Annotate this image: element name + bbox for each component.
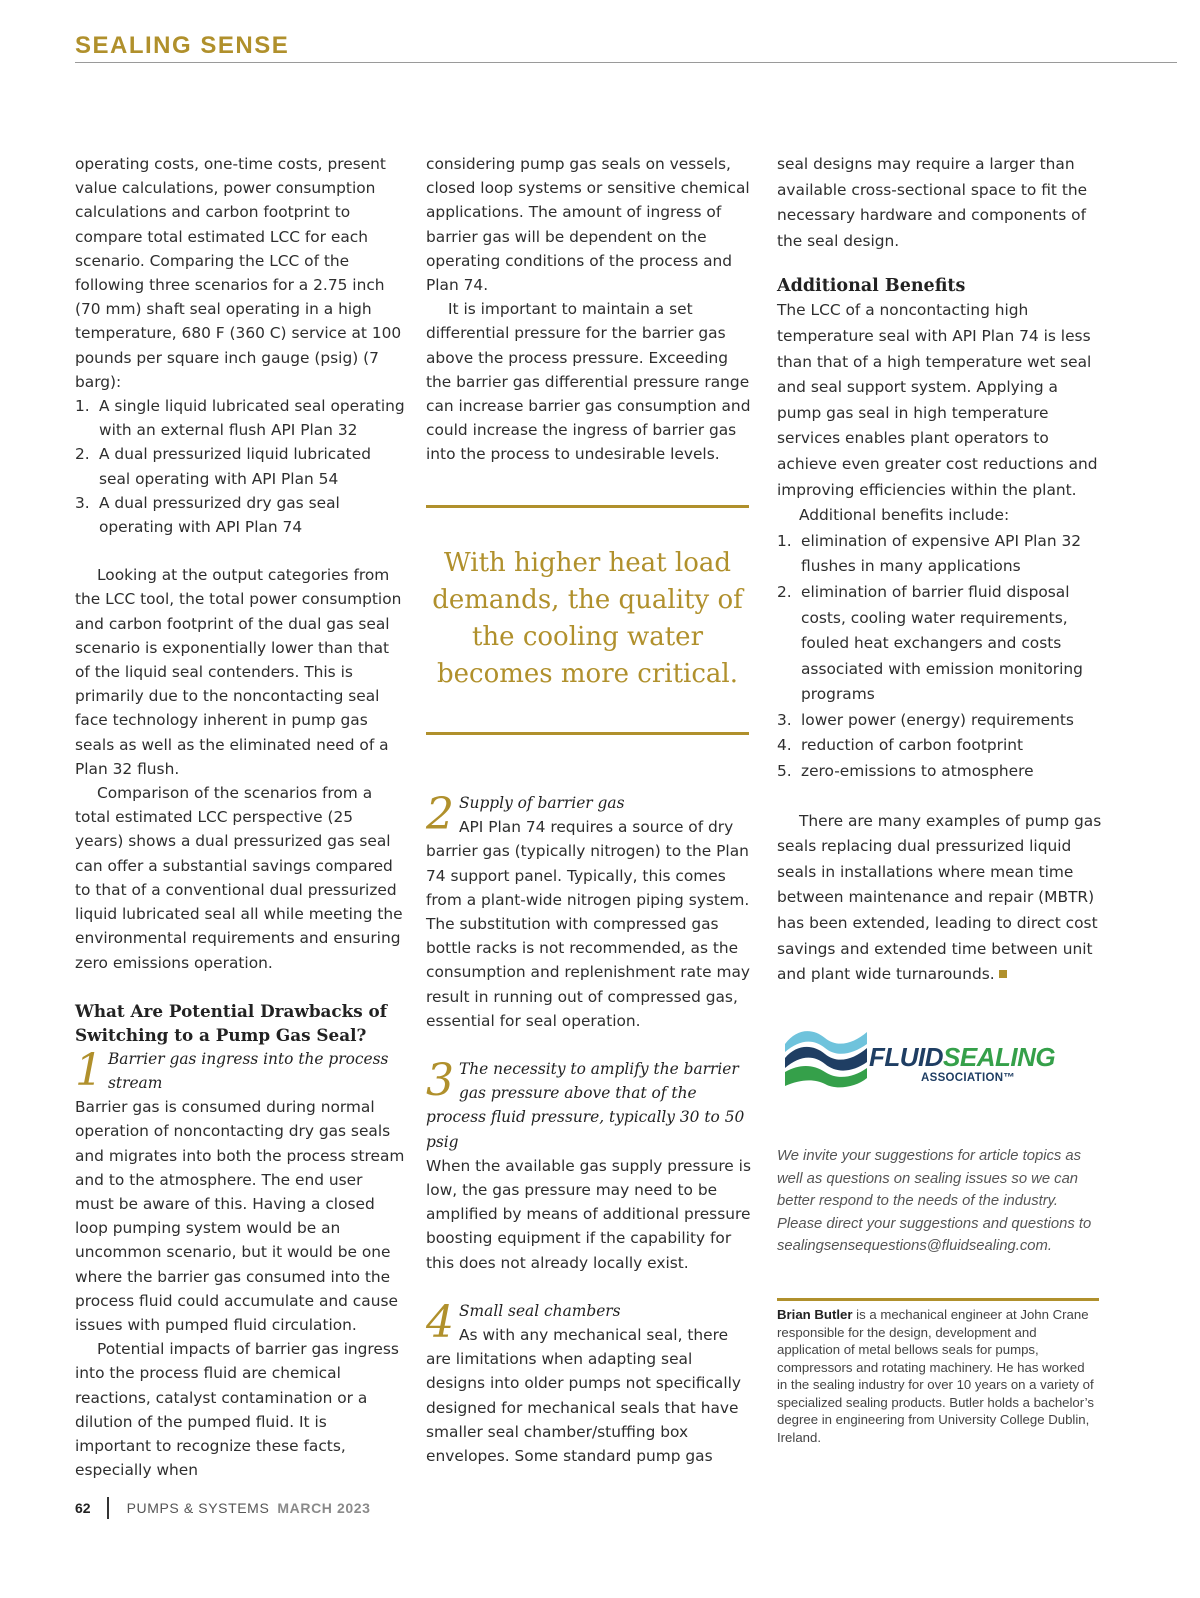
paragraph: seal designs may require a larger than available cross-sectional space to fit the necessary hardware and components of the seal design. — [777, 155, 1088, 250]
column-2 — [426, 152, 756, 467]
pullquote-rule-top — [426, 505, 749, 508]
column-3 — [777, 152, 1107, 988]
list-text: lower power (energy) requirements — [801, 710, 1074, 729]
paragraph: operating costs, one-time costs, present value calculations, power consumption calculations and carbon footprint to compare total estimated LCC for each scenario. Comparing the LCC of the following three scenarios for a 2.75 inch (70 mm) shaft seal operating in a high temperature, 680 F (360 C) service at 100 pounds per square inch gauge (psig) (7 barg): — [75, 155, 402, 391]
paragraph: When the available gas supply pressure is low, the gas pressure may need to be amplified by means of additional pressure boosting equipment if the capability for this does not already locally exist. — [426, 1156, 751, 1272]
list-text: A dual pressurized dry gas seal operating with API Plan 74 — [99, 493, 340, 537]
list-number: 2. — [75, 445, 90, 464]
list-number: 5. — [777, 762, 792, 781]
drawback-item-2 — [426, 791, 756, 1033]
drop-number: 2 — [426, 789, 454, 840]
list-text: elimination of expensive API Plan 32 flushes in many applications — [801, 531, 1082, 576]
paragraph — [777, 809, 1107, 988]
page-footer — [75, 1497, 371, 1519]
list-item — [777, 529, 1107, 580]
list-text: A dual pressurized liquid lubricated seal operating with API Plan 54 — [99, 445, 371, 488]
wave-logo-icon — [783, 1022, 869, 1092]
paragraph: Looking at the output categories from the LCC tool, the total power consumption and carbon footprint of the dual gas seal scenario is exponentially lower than that of the liquid seal contenders. This is primarily due to the noncontacting seal face technology inherent in pump gas seals as well as the eliminated need of a Plan 32 flush. — [75, 566, 402, 778]
drawback-item-1 — [75, 1044, 405, 1337]
bio-divider — [777, 1298, 1099, 1301]
logo-subtitle: ASSOCIATION™ — [921, 1072, 1016, 1084]
header-divider — [75, 62, 1177, 63]
benefits-list — [777, 529, 1107, 785]
subhead: Supply of barrier gas — [459, 794, 625, 812]
logo-wordmark — [869, 1042, 1055, 1073]
magazine-name: PUMPS & SYSTEMS — [126, 1500, 270, 1516]
list-text: zero-emissions to atmosphere — [801, 762, 1034, 781]
list-item — [75, 394, 405, 442]
bio-text: is a mechanical engineer at John Crane responsible for the design, development and application of metal bellows seals for pumps, compressors and rotating machinery. He has worked in the sealing industry for over 10 years on a variety of specialized sealing products. Butler holds a bachelor’s degree in engineering from University College Dublin, Ireland. — [777, 1307, 1094, 1445]
subhead: The necessity to amplify the barrier gas pressure above that of the process fluid pressure, typically 30 to 50 psig — [426, 1060, 745, 1151]
end-mark-icon — [999, 970, 1007, 978]
list-text: A single liquid lubricated seal operating with an external flush API Plan 32 — [99, 397, 405, 440]
page-number: 62 — [75, 1500, 91, 1516]
section-heading: What Are Potential Drawbacks of Switching to a Pump Gas Seal? — [75, 1000, 387, 1045]
paragraph: Potential impacts of barrier gas ingress into the process fluid are chemical reactions, catalyst contamination or a dilution of the pumped fluid. It is important to recognize these facts, especially when — [75, 1340, 399, 1480]
pullquote-rule-bottom — [426, 732, 749, 735]
logo-word-sealing: SEALING — [943, 1042, 1056, 1072]
issue-date: MARCH 2023 — [277, 1500, 371, 1516]
list-number: 4. — [777, 736, 792, 755]
paragraph: API Plan 74 requires a source of dry barrier gas (typically nitrogen) to the Plan 74 support panel. Typically, this comes from a plant-wide nitrogen piping system. The substitution with compressed gas bottle racks is not recommended, as the consumption and replenishment rate may result in running out of compressed gas, essential for seal operation. — [426, 818, 750, 1030]
section-title: SEALING SENSE — [75, 32, 290, 59]
pull-quote: With higher heat load demands, the quality of the cooling water becomes more critical. — [432, 548, 743, 689]
author-bio — [777, 1306, 1097, 1446]
paragraph: Additional benefits include: — [799, 506, 1010, 525]
drop-number: 4 — [426, 1296, 454, 1348]
paragraph: As with any mechanical seal, there are limitations when adapting seal designs into older pumps not specifically designed for mechanical seals that have smaller seal chamber/stuffing box envelopes. Some standard pump gas — [426, 1326, 742, 1466]
paragraph-text: There are many examples of pump gas seals replacing dual pressurized liquid seals in installations where mean time between maintenance and repair (MBTR) has been extended, leading to direct cost savings and extended time between unit and plant wide turnarounds. — [777, 811, 1102, 984]
list-number: 3. — [75, 493, 90, 512]
list-number: 3. — [777, 710, 792, 729]
scenario-list — [75, 394, 405, 539]
drawback-item-4 — [426, 1296, 756, 1468]
list-item — [777, 580, 1107, 708]
list-number: 1. — [777, 531, 792, 550]
list-number: 2. — [777, 582, 792, 601]
paragraph: Barrier gas is consumed during normal operation of noncontacting dry gas seals and migrates into both the process stream and to the atmosphere. The end user must be aware of this. Having a closed loop pumping system would be an uncommon scenario, but it would be one where the barrier gas consumed into the process fluid could accumulate and cause issues with pumped fluid circulation. — [75, 1098, 405, 1334]
list-item — [75, 491, 405, 539]
list-item — [75, 442, 405, 490]
list-number: 1. — [75, 397, 90, 416]
paragraph: It is important to maintain a set differential pressure for the barrier gas above the process pressure. Exceeding the barrier gas differential pressure range can increase barrier gas consumption and could increase the ingress of barrier gas into the process to undesirable levels. — [426, 300, 751, 464]
invitation-text: We invite your suggestions for article topics as well as questions on sealing issues so we can better respond to the needs of the industry. Please direct your suggestions and questions to sealingsensequestions@fluidsealing.com. — [777, 1148, 1092, 1254]
column-2-lower — [426, 791, 756, 1468]
drop-number: 3 — [426, 1055, 454, 1107]
list-text: reduction of carbon footprint — [801, 736, 1024, 755]
subhead: Barrier gas ingress into the process stream — [108, 1049, 389, 1092]
paragraph: Comparison of the scenarios from a total estimated LCC perspective (25 years) shows a dual pressurized gas seal can offer a substantial savings compared to that of a conventional dual pressurized liquid lubricated seal all while meeting the environmental requirements and ensuring zero emissions operation. — [75, 784, 403, 972]
logo-word-fluid: FLUID — [869, 1042, 944, 1072]
list-text: elimination of barrier fluid disposal costs, cooling water requirements, fouled heat exchangers and costs associated with emission monitoring programs — [801, 582, 1083, 704]
author-name: Brian Butler — [777, 1307, 853, 1322]
section-heading: Additional Benefits — [777, 276, 966, 297]
footer-divider — [107, 1497, 109, 1519]
list-item — [777, 733, 1107, 759]
paragraph: considering pump gas seals on vessels, closed loop systems or sensitive chemical applications. The amount of ingress of barrier gas will be dependent on the operating conditions of the process and Plan 74. — [426, 155, 750, 295]
column-1 — [75, 152, 405, 1482]
paragraph: The LCC of a noncontacting high temperature seal with API Plan 74 is less than that of a high temperature wet seal and seal support system. Applying a pump gas seal in high temperature services enables plant operators to achieve even greater cost reductions and improving efficiencies within the plant. — [777, 301, 1098, 499]
list-item — [777, 759, 1107, 785]
drop-number: 1 — [75, 1044, 103, 1096]
fluid-sealing-association-logo — [783, 1022, 1083, 1092]
list-item — [777, 708, 1107, 734]
subhead: Small seal chambers — [459, 1301, 621, 1320]
drawback-item-3 — [426, 1057, 756, 1275]
